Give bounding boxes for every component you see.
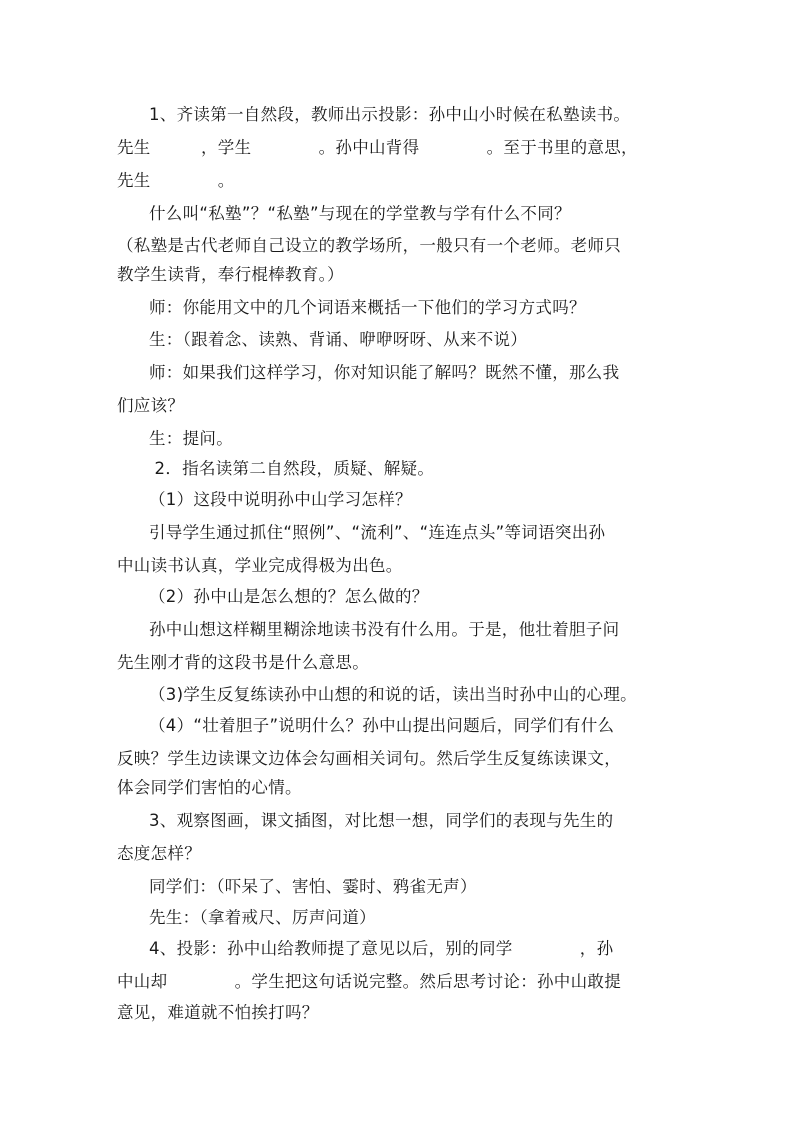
para-1-line-3: 先生 。 xyxy=(117,171,235,190)
explanation-line-1: （私塾是古代老师自己设立的教学场所，一般只有一个老师。老师只 xyxy=(117,236,621,255)
para-1-line-1: 1、齐读第一自然段，教师出示投影：孙中山小时候在私塾读书。 xyxy=(149,105,631,124)
explanation-line-2: 教学生读背，奉行棍棒教育。） xyxy=(117,265,344,284)
sub-item-3: （3)学生反复练读孙中山想的和说的话，读出当时孙中山的心理。 xyxy=(149,685,637,704)
step-4-line-2: 中山却 。学生把这句话说完整。然后思考讨论：孙中山敢提 xyxy=(117,972,621,991)
guidance-line-1: 引导学生通过抓住“照例”、“流利”、“连连点头”等词语突出孙 xyxy=(149,523,606,542)
step-2-heading: 2．指名读第二自然段，质疑、解疑。 xyxy=(149,459,435,478)
step-3-line-2: 态度怎样？ xyxy=(117,844,201,863)
para-1-line-2: 先生 ，学生 。孙中山背得 。至于书里的意思， xyxy=(117,138,638,157)
answer-line-2: 先生刚才背的这段书是什么意思。 xyxy=(117,653,369,672)
sub-item-4-line-1: （4）“壮着胆子”说明什么？孙中山提出问题后，同学们有什么 xyxy=(149,716,615,735)
sub-item-4-line-3: 体会同学们害怕的心情。 xyxy=(117,778,302,797)
teacher-reaction: 先生：（拿着戒尺、厉声问道） xyxy=(149,908,376,927)
step-4-line-3: 意见，难道就不怕挨打吗？ xyxy=(117,1003,319,1022)
student-answer-1: 生：（跟着念、读熟、背诵、咿咿呀呀、从来不说） xyxy=(149,330,528,349)
question-private-school: 什么叫“私塾”？“私塾”与现在的学堂教与学有什么不同？ xyxy=(149,204,571,223)
answer-line-1: 孙中山想这样糊里糊涂地读书没有什么用。于是，他壮着胆子问 xyxy=(149,620,620,639)
sub-question-2: （2）孙中山是怎么想的？怎么做的？ xyxy=(149,587,429,606)
guidance-line-2: 中山读书认真，学业完成得极为出色。 xyxy=(117,556,403,575)
sub-question-1: （1）这段中说明孙中山学习怎样？ xyxy=(149,490,412,509)
teacher-question-2-line-2: 们应该？ xyxy=(117,396,185,415)
teacher-question-1: 师：你能用文中的几个词语来概括一下他们的学习方式吗？ xyxy=(149,298,586,317)
step-3-line-1: 3、观察图画，课文插图，对比想一想，同学们的表现与先生的 xyxy=(149,811,614,830)
student-answer-2: 生：提问。 xyxy=(149,429,233,448)
step-4-line-1: 4、投影：孙中山给教师提了意见以后，别的同学 ，孙 xyxy=(149,939,614,958)
sub-item-4-line-2: 反映？学生边读课文边体会勾画相关词句。然后学生反复练读课文， xyxy=(117,749,621,768)
teacher-question-2-line-1: 师：如果我们这样学习，你对知识能了解吗？既然不懂，那么我 xyxy=(149,363,620,382)
classmates-reaction: 同学们：（吓呆了、害怕、霎时、鸦雀无声） xyxy=(149,877,477,896)
